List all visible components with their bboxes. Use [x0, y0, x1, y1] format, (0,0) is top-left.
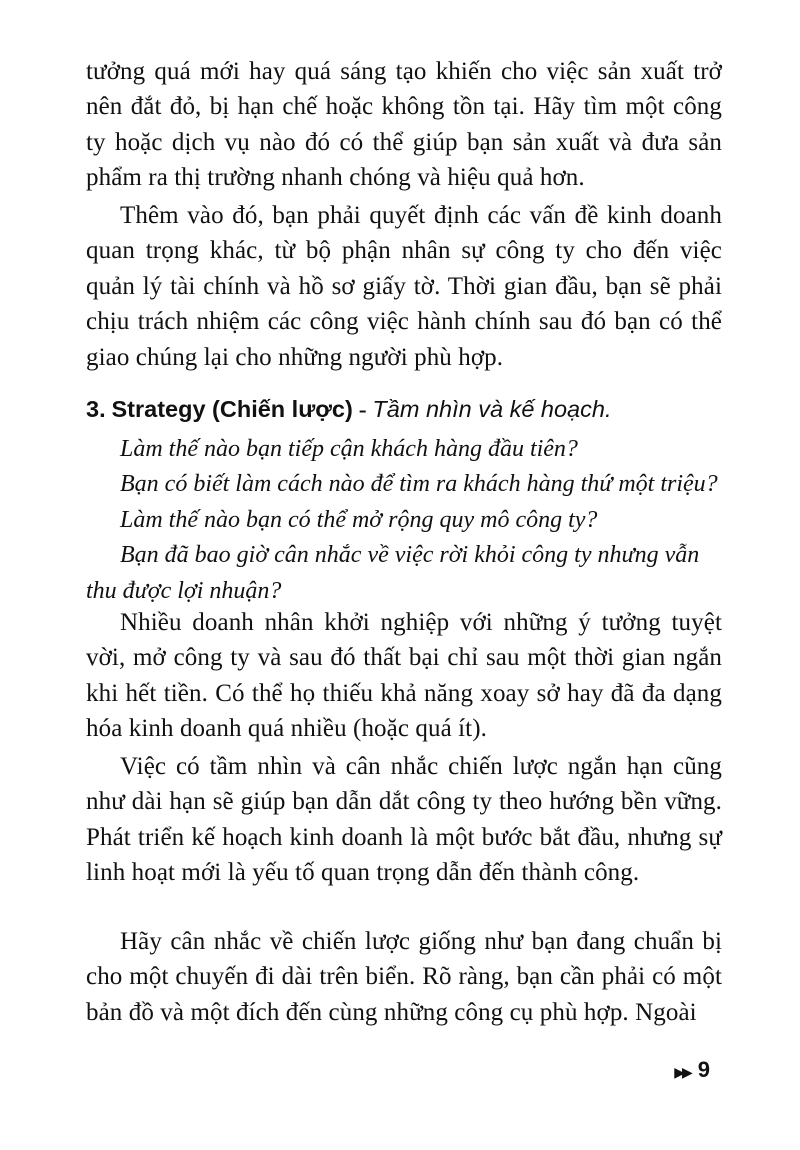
question-item: Bạn đã bao giờ cân nhắc về việc rời khỏi công ty nhưng vẫn thu được lợi nhuận?: [86, 542, 700, 604]
paragraph-vision: Việc có tầm nhìn và cân nhắc chiến lược ngắn hạn cũng như dài hạn sẽ giúp bạn dẫn dắt công ty theo hướng bền vững. Phát triển kế hoạch kinh doanh là một bước bắt đầu, nhưng sự linh hoạt mới là yếu tố quan trọng dẫn đến thành công.: [86, 753, 722, 887]
section-title: Strategy (Chiến lược): [111, 396, 353, 422]
continuation-paragraph: tưởng quá mới hay quá sáng tạo khiến cho việc sản xuất trở nên đắt đỏ, bị hạn chế hoặc không tồn tại. Hãy tìm một công ty hoặc dịch vụ nào đó có thể giúp bạn sản xuất và đưa sản phẩm ra thị trường nhanh chóng và hiệu quả hơn.: [86, 58, 722, 192]
paragraph-entrepreneurs: Nhiều doanh nhân khởi nghiệp với những ý tưởng tuyệt vời, mở công ty và sau đó thất bại chỉ sau một thời gian ngắn khi hết tiền. Có thể họ thiếu khả năng xoay sở hay đã đa dạng hóa kinh doanh quá nhiều (hoặc quá ít).: [86, 609, 722, 743]
question-item: Làm thế nào bạn tiếp cận khách hàng đầu tiên?: [120, 436, 578, 462]
section-separator: -: [352, 397, 373, 423]
page-footer: [674, 1057, 710, 1083]
section-number: 3.: [86, 396, 106, 422]
question-list: [86, 432, 722, 609]
paragraph-strategy-voyage: Hãy cân nhắc về chiến lược giống như bạn đang chuẩn bị cho một chuyến đi dài trên biển. Rõ ràng, bạn cần phải có một bản đồ và một đích đến cùng những công cụ phù hợp. Ngoài: [86, 928, 722, 1026]
question-item: Làm thế nào bạn có thể mở rộng quy mô công ty?: [120, 506, 598, 533]
question-item: Bạn có biết làm cách nào để tìm ra khách hàng thứ một triệu?: [120, 471, 718, 498]
page-number: 9: [697, 1057, 710, 1082]
section-heading: [86, 392, 746, 427]
paragraph-business-decisions: Thêm vào đó, bạn phải quyết định các vấn đề kinh doanh quan trọng khác, từ bộ phận nhân sự công ty cho đến việc quản lý tài chính và hồ sơ giấy tờ. Thời gian đầu, bạn sẽ phải chịu trách nhiệm các công việc hành chính sau đó bạn có thể giao chúng lại cho những người phù hợp.: [86, 202, 722, 371]
section-subtitle: Tầm nhìn và kế hoạch.: [372, 396, 612, 422]
double-arrow-right-icon: ▶▶: [674, 1064, 690, 1080]
